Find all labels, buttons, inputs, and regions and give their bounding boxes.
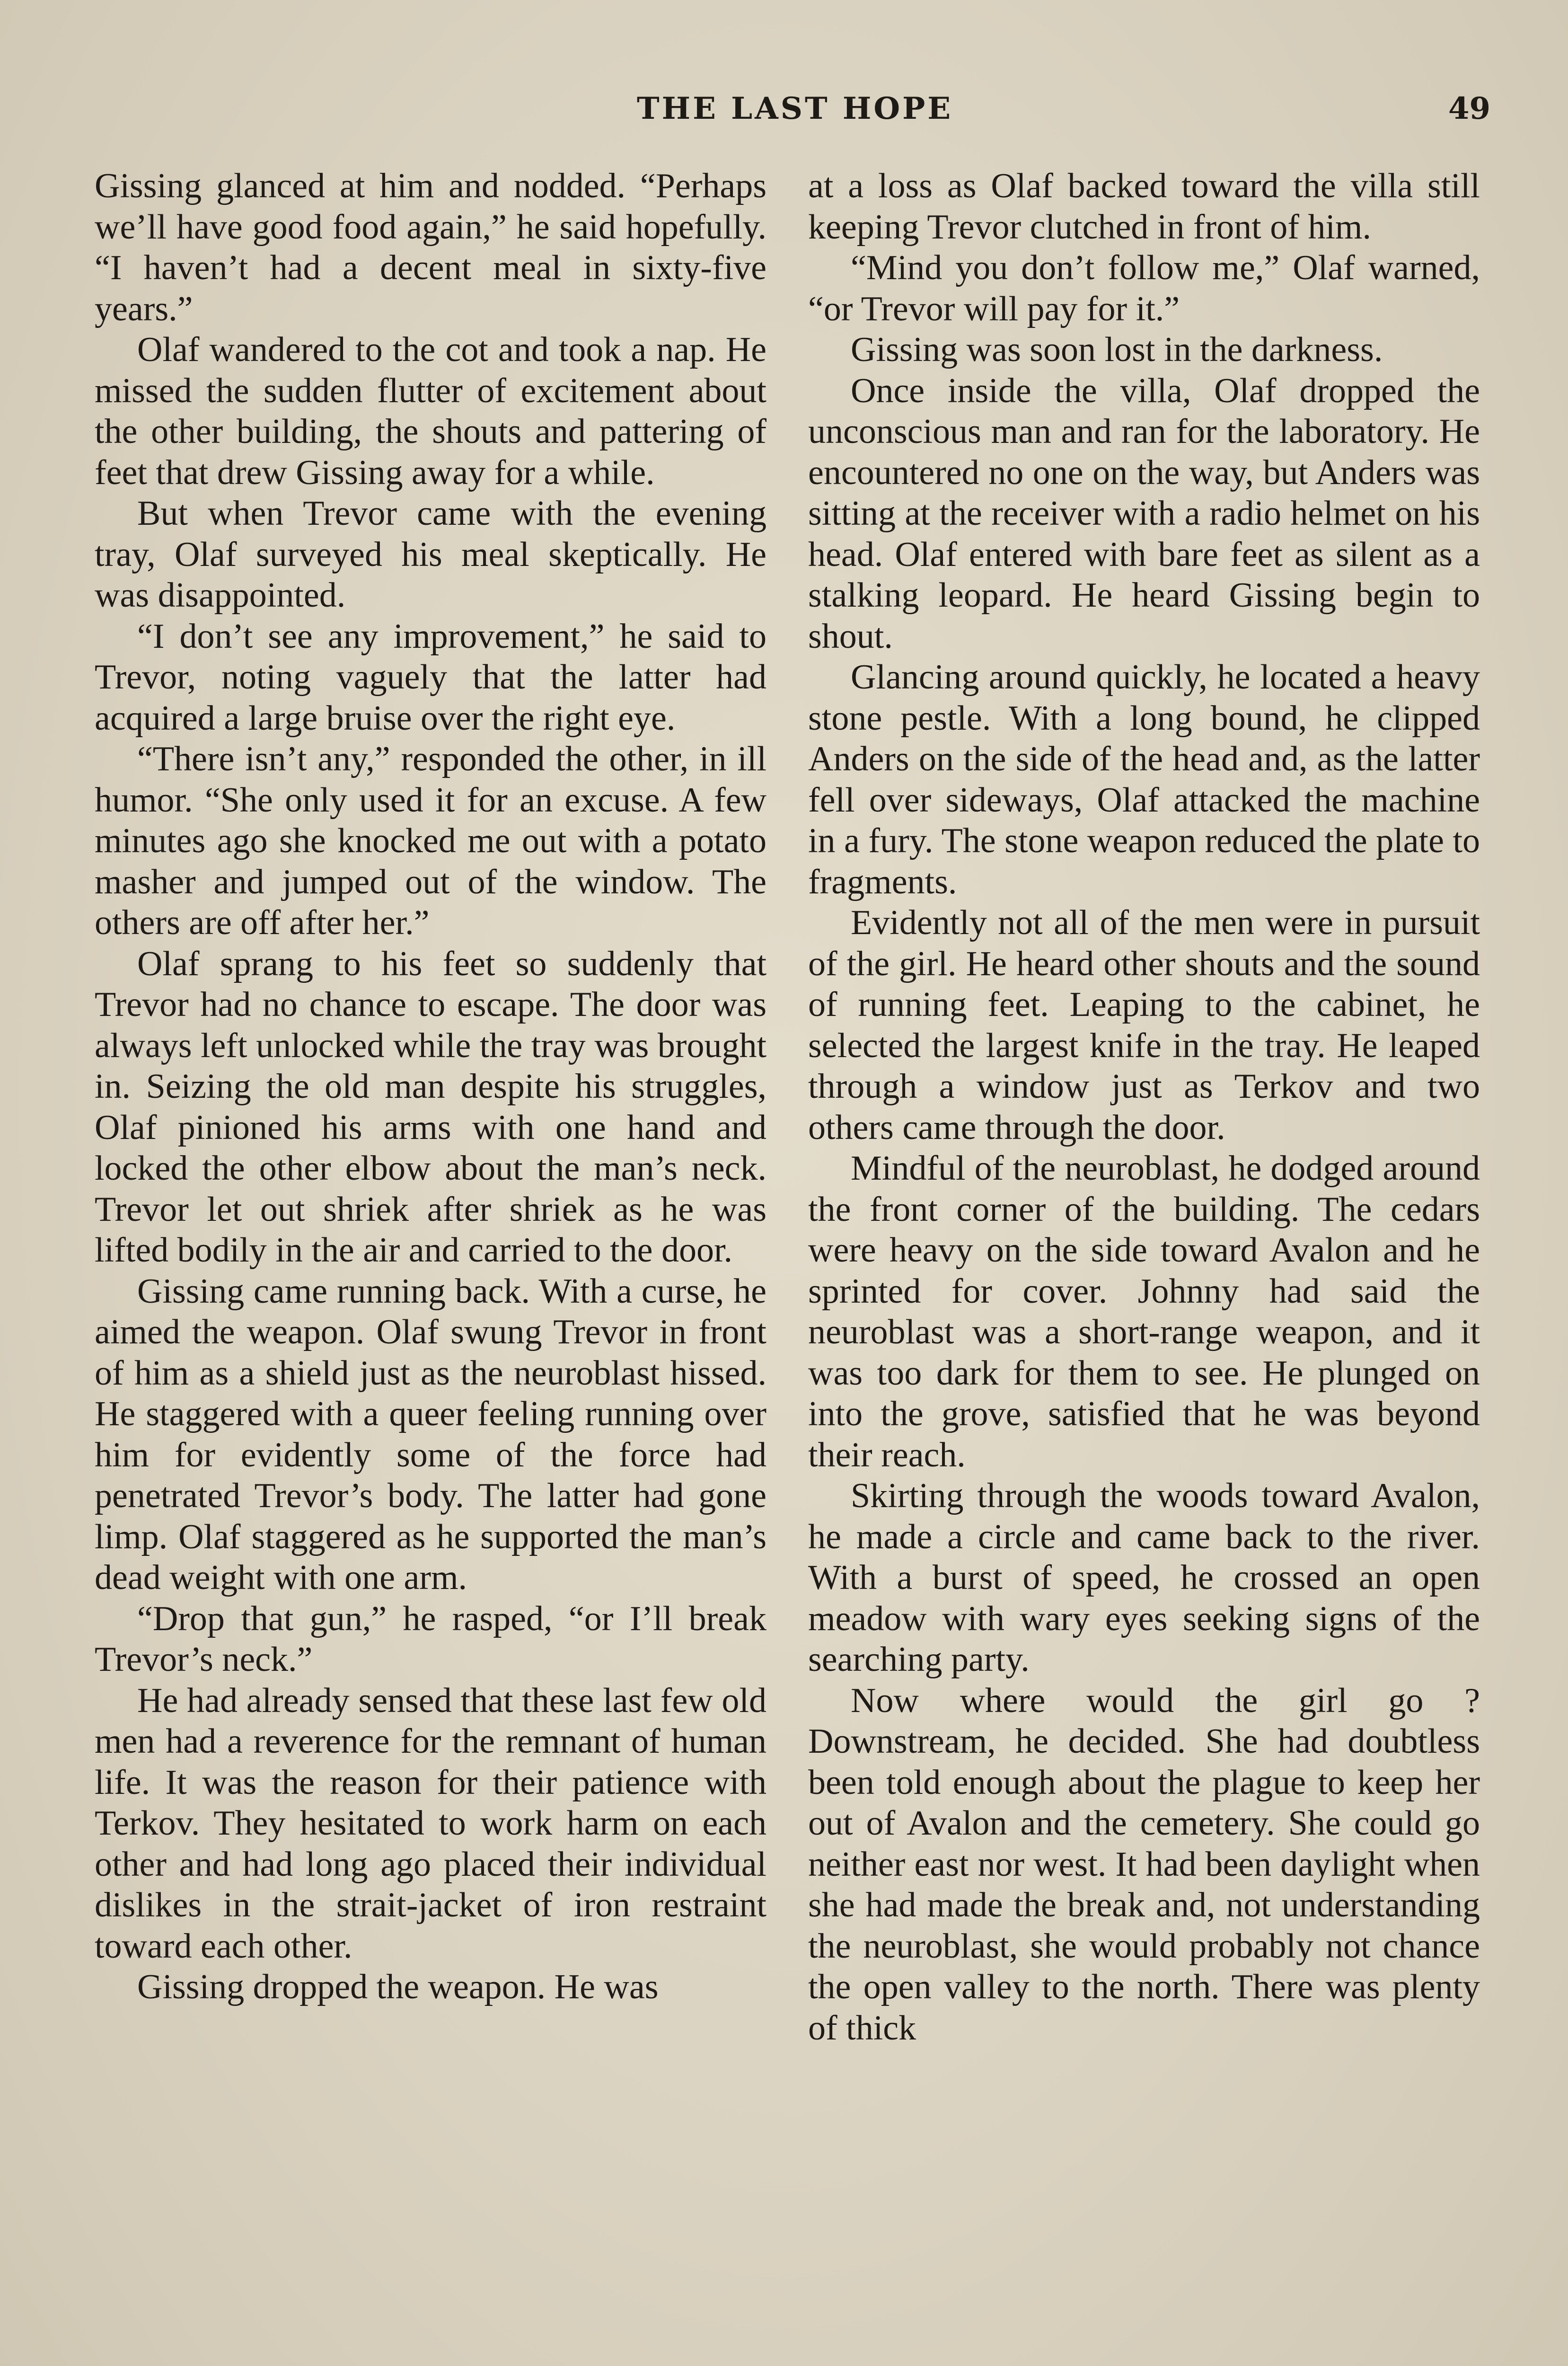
paragraph: Mindful of the neuroblast, he dodged around the front corner of the building. The cedars were heavy on the side toward Avalon and he sprinted for cover. Johnny had said the neuroblast was a short-range weapon, and it was too dark for them to see. He plunged on into the grove, satisfied that he was beyond their reach. (808, 1149, 1480, 1474)
paragraph: Skirting through the woods toward Avalon, he made a circle and came back to the river. With a burst of speed, he crossed an open meadow with wary eyes seeking signs of the searching party. (808, 1476, 1480, 1679)
paragraph: Glancing around quickly, he located a heavy stone pestle. With a long bound, he clipped Anders on the side of the head and, as the latter fell over sideways, Olaf attacked the machine in a fury. The stone weapon reduced the plate to fragments. (808, 658, 1480, 901)
paragraph: Evidently not all of the men were in pursuit of the girl. He heard other shouts and the sound of running feet. Leaping to the cabinet, he selected the largest knife in the tray. He leaped through a window just as Terkov and two others came through the door. (808, 903, 1480, 1147)
paragraph: He had already sensed that these last few old men had a reverence for the remnant of human life. It was the reason for their patience with Terkov. They hesitated to work harm on each other and had long ago placed their individual dislikes in the strait-jacket of iron restraint toward each other. (95, 1681, 766, 1966)
left-text-column (95, 166, 766, 2361)
paragraph: Gissing dropped the weapon. He was (137, 1968, 659, 2006)
paragraph: Now where would the girl go ? Downstream, he decided. She had doubtless been told enough about the plague to keep her out of Avalon and the cemetery. She could go neither east nor west. It had been daylight when she had made the break and, not understanding the neuroblast, she would probably not chance the open valley to the north. There was plenty of thick (808, 1681, 1480, 2048)
paragraph: Gissing was soon lost in the darkness. (851, 330, 1383, 369)
running-title: THE LAST HOPE (636, 91, 953, 126)
paragraph: “I don’t see any improvement,” he said to Trevor, noting vaguely that the latter had acquired a large bruise over the right eye. (95, 617, 766, 738)
paragraph: Olaf sprang to his feet so suddenly that Trevor had no chance to escape. The door was always left unlocked while the tray was brought in. Seizing the old man despite his struggles, Olaf pinioned his arms with one hand and locked the other elbow about the man’s neck. Trevor let out shriek after shriek as he was lifted bodily in the air and carried to the door. (95, 944, 766, 1270)
paragraph: “Mind you don’t follow me,” Olaf warned, “or Trevor will pay for it.” (808, 248, 1480, 328)
site-watermark (1145, 2354, 1552, 2366)
right-text-column (808, 166, 1480, 2361)
page-number: 49 (1448, 91, 1490, 126)
paragraph: But when Trevor came with the evening tray, Olaf surveyed his meal skeptically. He was disappointed. (95, 494, 766, 615)
paragraph: Gissing glanced at him and nodded. “Perhaps we’ll have good food again,” he said hopefully. “I haven’t had a decent meal in sixty-five years.” (95, 167, 766, 328)
paragraph: “There isn’t any,” responded the other, in ill humor. “She only used it for an excuse. A few minutes ago she knocked me out with a potato masher and jumped out of the window. The others are off after her.” (95, 740, 766, 942)
paragraph: Once inside the villa, Olaf dropped the unconscious man and ran for the laboratory. He encountered no one on the way, but Anders was sitting at the receiver with a radio helmet on his head. Olaf entered with bare feet as silent as a stalking leopard. He heard Gissing begin to shout. (808, 371, 1480, 656)
paragraph: Gissing came running back. With a curse, he aimed the weapon. Olaf swung Trevor in front of him as a shield just as the neuroblast hissed. He staggered with a queer feeling running over him for evidently some of the force had penetrated Trevor’s body. The latter had gone limp. Olaf staggered as he supported the man’s dead weight with one arm. (95, 1271, 766, 1597)
paragraph: “Drop that gun,” he rasped, “or I’ll break Trevor’s neck.” (95, 1599, 766, 1679)
paragraph: at a loss as Olaf backed toward the villa still keeping Trevor clutched in front of him. (808, 167, 1480, 247)
paragraph: Olaf wandered to the cot and took a nap. He missed the sudden flutter of excitement about the other building, the shouts and pattering of feet that drew Gissing away for a while. (95, 330, 766, 492)
